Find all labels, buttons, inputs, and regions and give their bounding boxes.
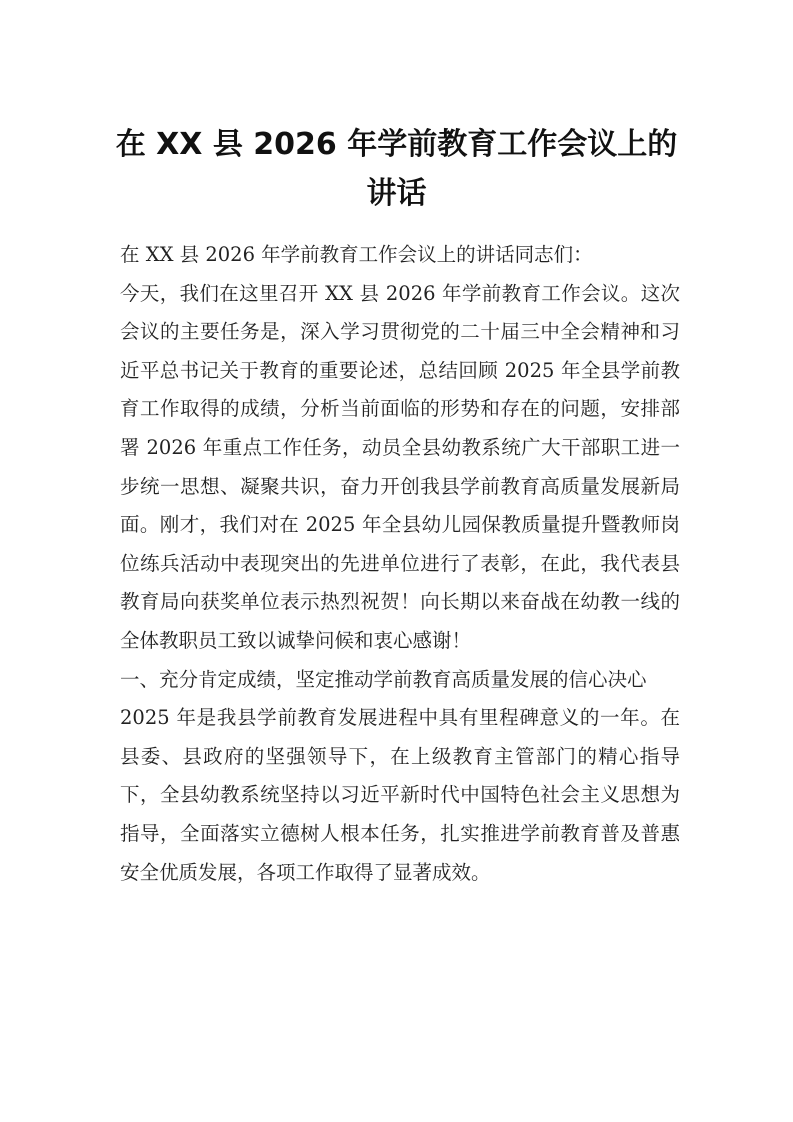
document-title-line-1: 在 XX 县 2026 年学前教育工作会议上的 [115,127,678,162]
opening-paragraph: 今天，我们在这里召开 XX 县 2026 年学前教育工作会议。这次会议的主要任务是，深入学习贯彻党的二十届三中全会精神和习近平总书记关于教育的重要论述，总结回顾 2025 年全县学前教育工作取得的成绩，分析当前面临的形势和存在的问题，安排部署 2026 年重点工作任务，动员全县幼教系统广大干部职工进一步统一思想、凝聚共识，奋力开创我县学前教育高质量发展新局面。刚才，我们对在 2025 年全县幼儿园保教质量提升暨教师岗位练兵活动中表现突出的先进单位进行了表彰，在此，我代表县教育局向获奖单位表示热烈祝贺！向长期以来奋战在幼教一线的全体教职员工致以诚挚问候和衷心感谢！ [120,281,680,652]
document-body [120,236,680,892]
section-1-paragraph: 2025 年是我县学前教育发展进程中具有里程碑意义的一年。在县委、县政府的坚强领导下，在上级教育主管部门的精心指导下，全县幼教系统坚持以习近平新时代中国特色社会主义思想为指导，全面落实立德树人根本任务，扎实推进学前教育普及普惠安全优质发展，各项工作取得了显著成效。 [120,706,680,884]
salutation-paragraph: 在 XX 县 2026 年学前教育工作会议上的讲话同志们： [120,243,593,266]
section-heading-1: 一、充分肯定成绩，坚定推动学前教育高质量发展的信心决心 [120,667,647,691]
document-title-line-2: 讲话 [366,176,427,211]
